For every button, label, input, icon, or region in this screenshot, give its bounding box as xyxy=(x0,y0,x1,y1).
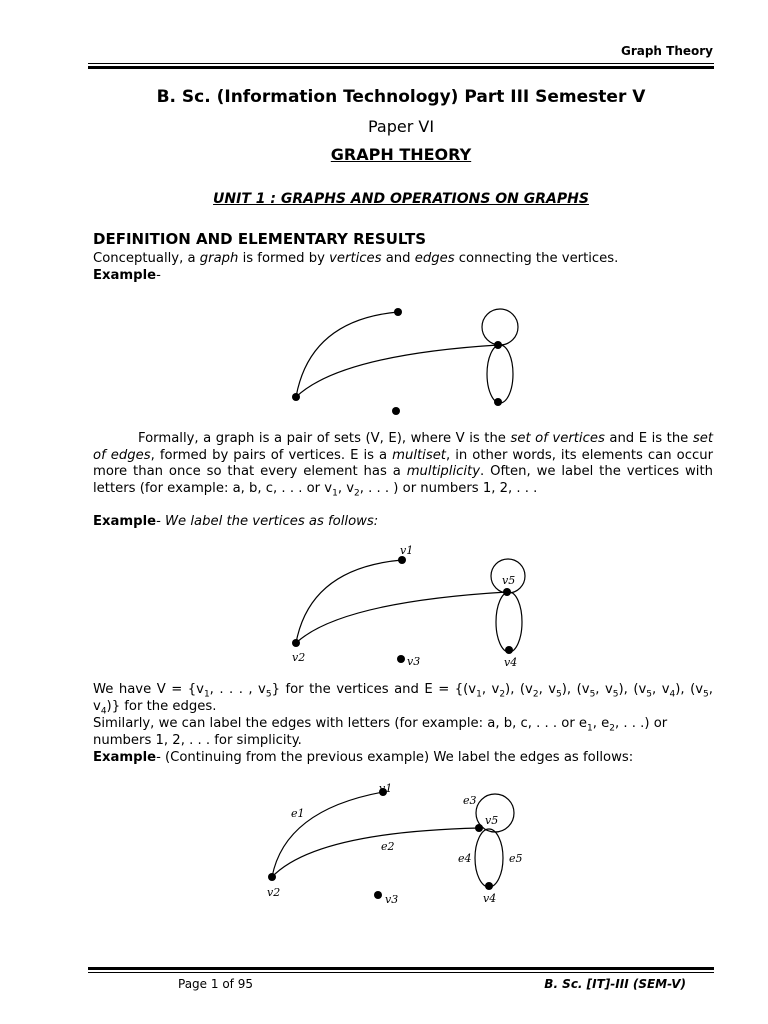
example-label-3: Example- (Continuing from the previous example) We label the edges as follows: xyxy=(93,750,634,765)
footer-rule-thick xyxy=(88,967,714,970)
vertex-label-v2: v2 xyxy=(292,651,306,664)
edge-label-e5: e5 xyxy=(509,852,523,865)
course-footer: B. Sc. [IT]-III (SEM-V) xyxy=(544,977,686,991)
graph-figure-1 xyxy=(280,300,530,420)
example-label-2: Example- We label the vertices as follows: xyxy=(93,514,379,529)
running-header: Graph Theory xyxy=(620,44,713,58)
intro-paragraph: Conceptually, a graph is formed by vertices and edges connecting the vertices. xyxy=(93,251,619,266)
footer-rule-thin xyxy=(88,972,714,973)
edge-labelling-paragraph: Similarly, we can label the edges with letters (for example: a, b, c, . . . or $e_1$, $e_2$, . . .) or numbers 1, 2, . . . for simplicity. xyxy=(93,716,668,748)
vertex-label-v3: v3 xyxy=(407,655,421,668)
subject-title: GRAPH THEORY xyxy=(330,145,472,164)
edge-label-e2: e2 xyxy=(381,840,395,853)
example-label-1: Example- xyxy=(93,268,161,283)
unit-heading: UNIT 1 : GRAPHS AND OPERATIONS ON GRAPHS xyxy=(213,191,589,207)
edge-label-e3: e3 xyxy=(463,794,477,807)
vertex-label-v4: v4 xyxy=(504,656,518,669)
vertex-label-v1: v1 xyxy=(400,544,414,557)
graph-figure-2 xyxy=(280,540,530,675)
vertex-label-v2: v2 xyxy=(267,886,281,899)
paper-number: Paper VI xyxy=(367,117,435,136)
section-heading: DEFINITION AND ELEMENTARY RESULTS xyxy=(93,230,426,248)
header-rule-thin xyxy=(88,63,714,64)
edge-label-e1: e1 xyxy=(291,807,305,820)
vertex-label-v3: v3 xyxy=(385,893,399,906)
page-number: Page 1 of 95 xyxy=(178,977,253,991)
vertex-label-v1: v1 xyxy=(379,782,393,795)
vertex-label-v5: v5 xyxy=(485,814,499,827)
vertex-label-v4: v4 xyxy=(483,892,497,905)
formal-definition-paragraph: Formally, a graph is a pair of sets (V, E), where V is the set of vertices and E is the set of edges, formed by pairs of vertices. E is a multiset, in other words, its elements can occur more than once so that every element has a multiplicity. Often, we label the vertices with letters (for example: a, b, c, . . . or $v_1$, $v_2$, . . . ) or numbers 1, 2, . . . xyxy=(93,431,714,499)
edge-label-e4: e4 xyxy=(458,852,472,865)
graph-figure-3 xyxy=(255,780,535,910)
vertex-label-v5: v5 xyxy=(502,574,516,587)
vertex-edge-sets-paragraph: We have $V = \{v_1$, . . . , $v_5$} for the vertices and $E = \{(v_1$, $v_2$), ($v_2$, $v_5$), ($v_5$, $v_5$), ($v_5$, $v_4$), ($v_5$, $v_4$)} for the edges. xyxy=(93,682,713,717)
course-title: B. Sc. (Information Technology) Part III Semester V xyxy=(156,87,646,107)
header-rule-thick xyxy=(88,66,714,69)
